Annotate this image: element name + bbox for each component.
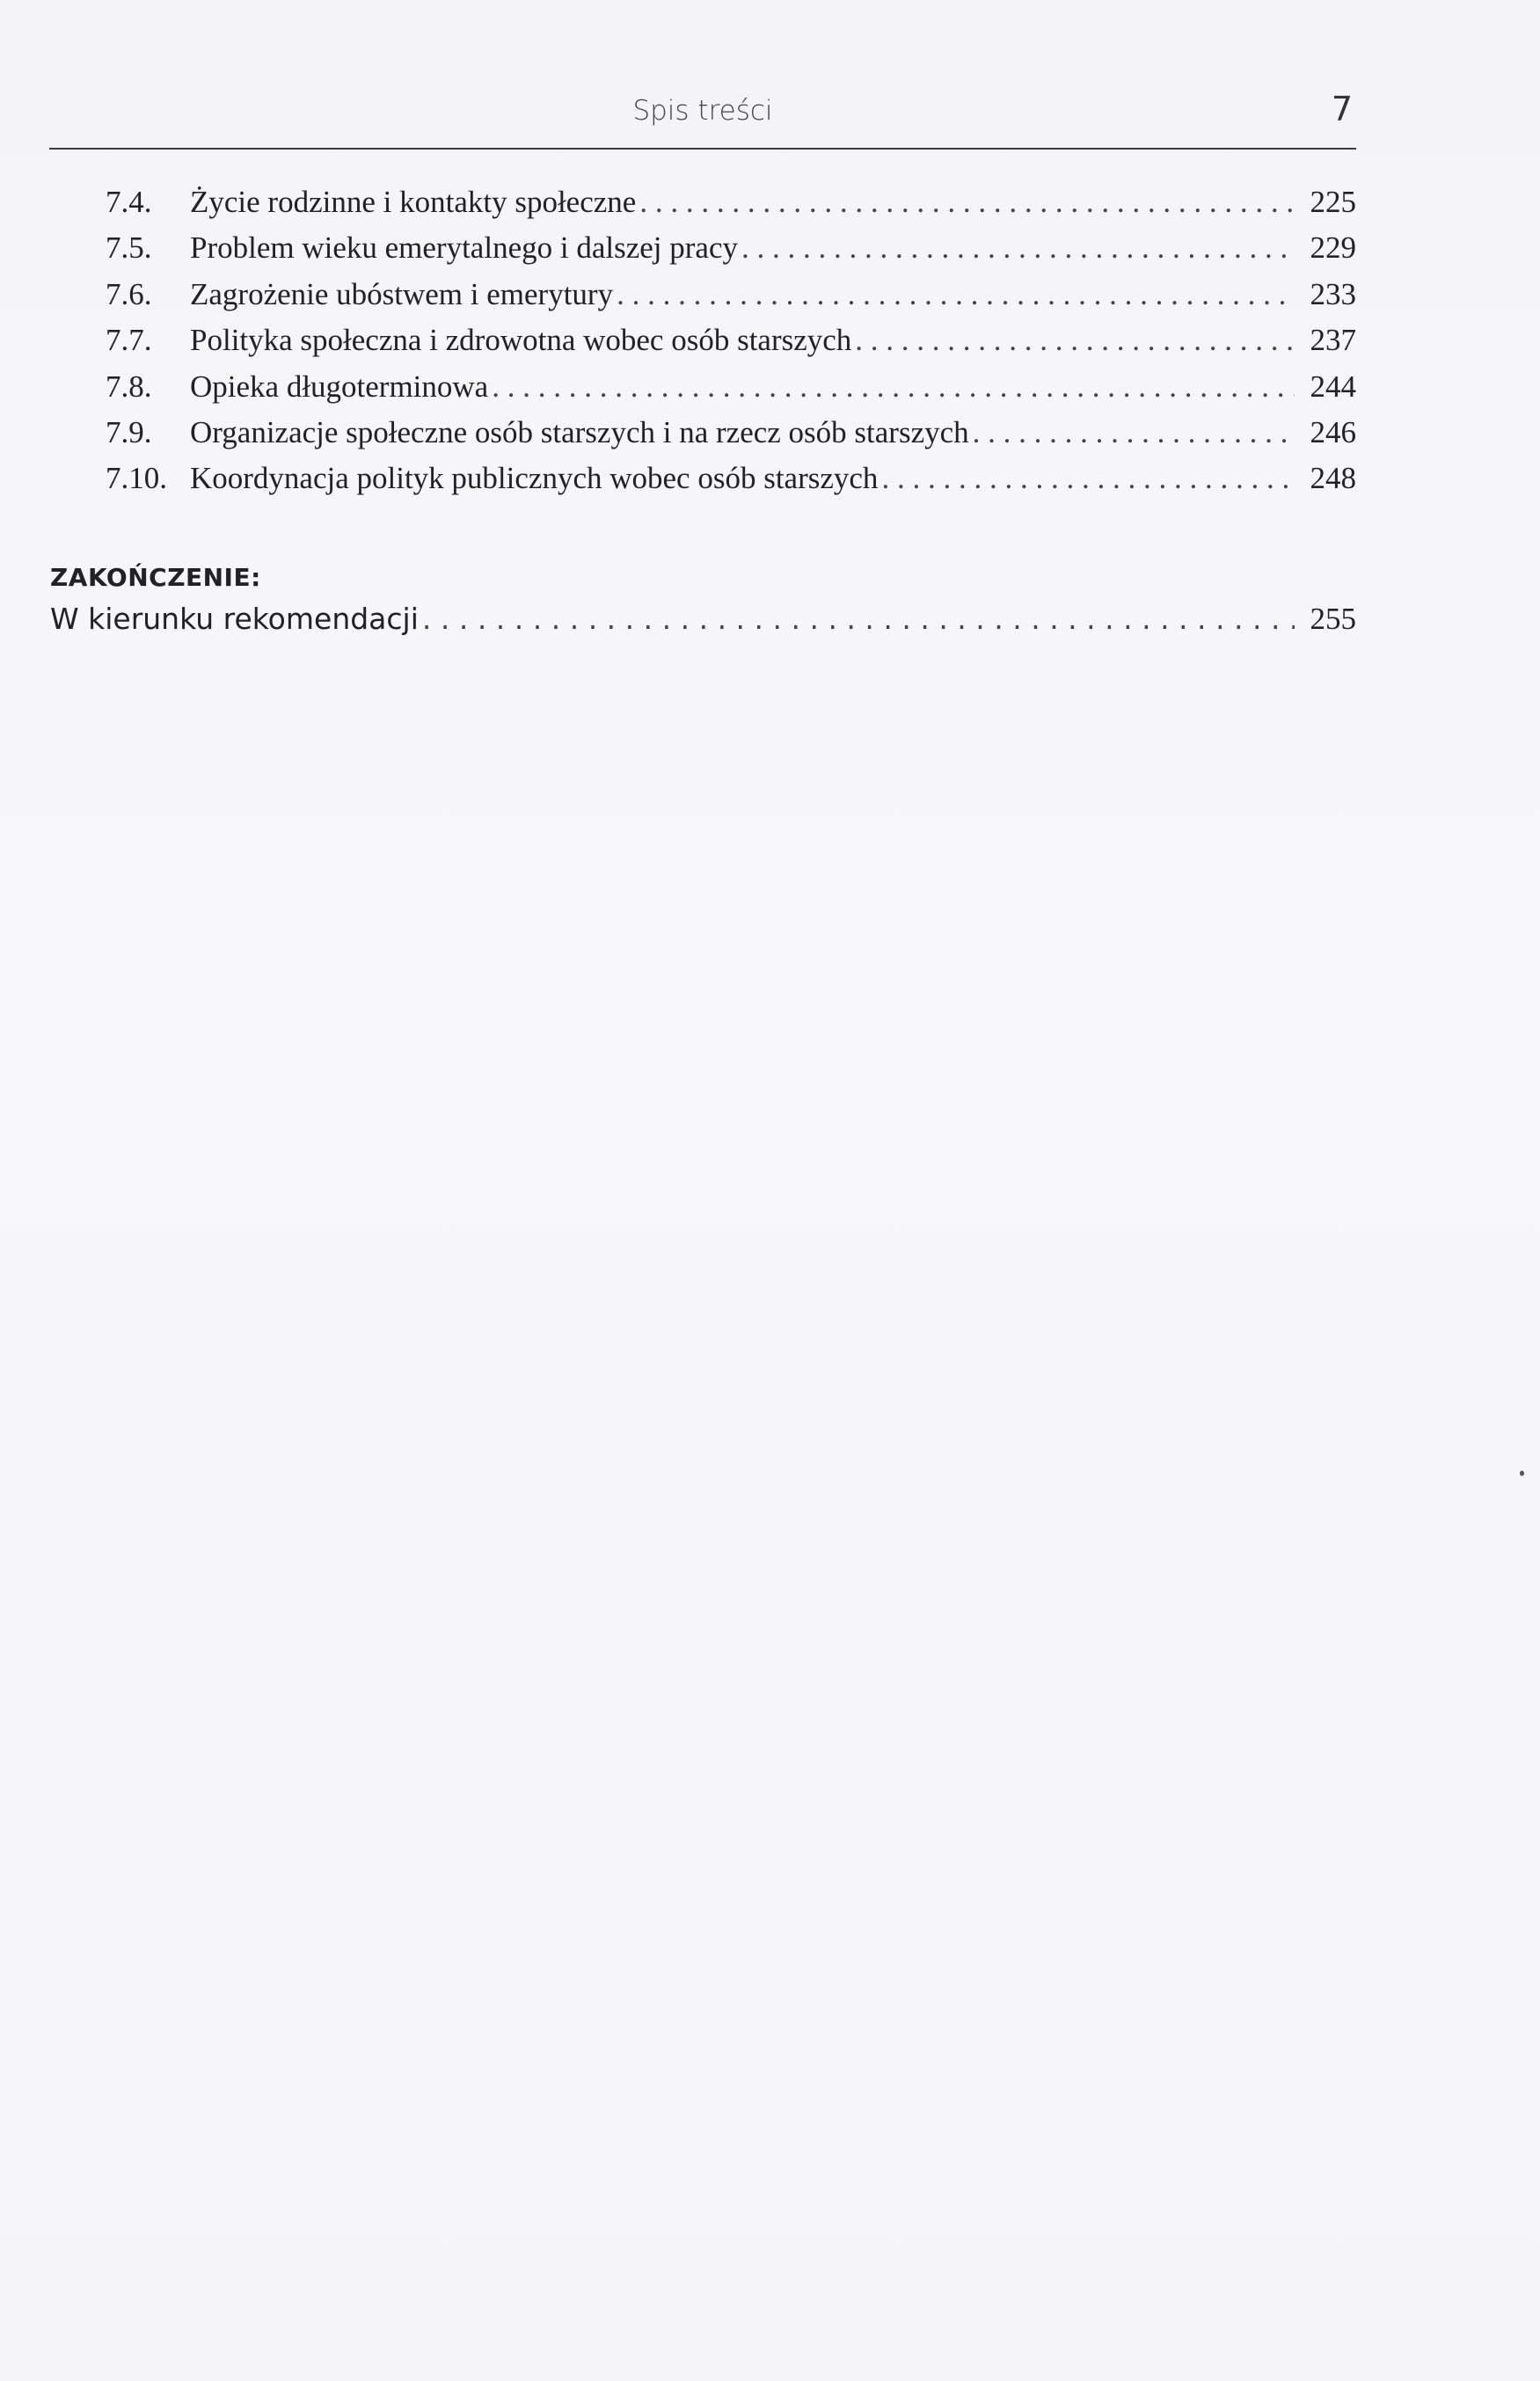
running-head: Spis treści (632, 95, 773, 127)
scan-speck (1520, 1471, 1524, 1476)
toc-entry-number: 7.10. (106, 461, 167, 496)
toc-entry-title: Zagrożenie ubóstwem i emerytury (190, 276, 614, 311)
toc-entry-number: 7.4. (106, 185, 152, 219)
toc-entry-title: Problem wieku emerytalnego i dalszej pracy (190, 230, 738, 266)
toc-entry (106, 185, 1356, 230)
toc-entry-page: 225 (1310, 185, 1356, 219)
toc-entry-number: 7.8. (106, 369, 152, 404)
conclusion-page: 255 (1310, 602, 1356, 636)
table-of-contents (106, 185, 1356, 508)
dot-leader (855, 323, 1295, 358)
conclusion-title: W kierunku rekomendacji (50, 602, 419, 636)
toc-entry (106, 369, 1356, 415)
toc-entry-page: 248 (1310, 461, 1356, 496)
dot-leader (973, 415, 1295, 450)
dot-leader (492, 369, 1295, 405)
toc-entry-number: 7.6. (106, 276, 152, 311)
toc-entry-title: Życie rodzinne i kontakty społeczne (190, 185, 637, 219)
toc-entry (106, 277, 1356, 323)
toc-entry-number: 7.9. (106, 414, 152, 449)
toc-entry-title: Koordynacja polityk publicznych wobec osób starszych (190, 461, 879, 496)
page-header (49, 88, 1356, 150)
toc-entry-page: 244 (1310, 369, 1356, 404)
dot-leader (741, 230, 1295, 266)
conclusion-entry (50, 602, 1356, 637)
toc-entry-number: 7.5. (106, 230, 152, 266)
toc-entry (106, 323, 1356, 369)
toc-entry-page: 246 (1310, 414, 1356, 449)
toc-entry-title: Organizacje społeczne osób starszych i na rzecz osób starszych (190, 414, 969, 449)
dot-leader (422, 602, 1295, 636)
toc-entry-title: Opieka długoterminowa (190, 369, 489, 404)
page-number: 7 (1331, 90, 1353, 128)
toc-entry-title: Polityka społeczna i zdrowotna wobec osób starszych (190, 323, 852, 358)
conclusion-heading: ZAKOŃCZENIE: (50, 563, 261, 592)
dot-leader (639, 185, 1295, 220)
toc-entry-page: 229 (1310, 230, 1356, 266)
toc-entry-page: 237 (1310, 323, 1356, 358)
toc-entry (106, 230, 1356, 276)
toc-entry (106, 415, 1356, 461)
toc-entry-number: 7.7. (106, 323, 152, 358)
toc-entry (106, 461, 1356, 507)
dot-leader (881, 461, 1295, 496)
toc-entry-page: 233 (1310, 276, 1356, 311)
dot-leader (617, 277, 1295, 312)
